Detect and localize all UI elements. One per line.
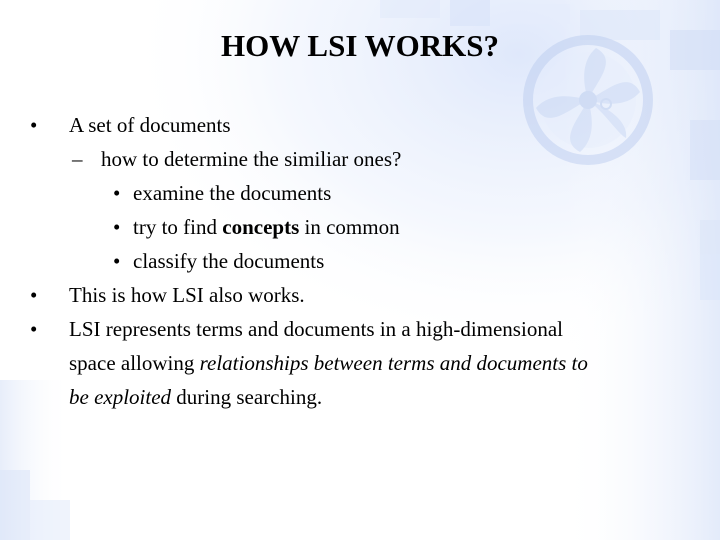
text-run: in common xyxy=(299,215,400,239)
bullet-marker: • xyxy=(113,215,121,239)
bullet-item xyxy=(0,312,720,346)
bullet-continuation xyxy=(0,380,720,414)
slide-content xyxy=(0,108,720,414)
bullet-marker: • xyxy=(113,249,121,273)
bullet-marker: • xyxy=(30,283,38,307)
text-run: during searching. xyxy=(171,385,323,409)
bullet-text: A set of documents xyxy=(69,113,231,137)
bullet-continuation xyxy=(0,346,720,380)
slide-title: HOW LSI WORKS? xyxy=(221,28,499,63)
bullet-item xyxy=(0,278,720,312)
sub-sub-bullet-item xyxy=(0,210,720,244)
sub-sub-bullet-text xyxy=(133,210,400,244)
italic-phrase: be exploited xyxy=(69,385,172,409)
bullet-marker: • xyxy=(113,181,121,205)
sub-sub-bullet-item xyxy=(0,244,720,278)
bullet-text: LSI represents terms and documents in a high-dimensional xyxy=(69,317,563,341)
bullet-marker: • xyxy=(30,113,38,137)
sub-sub-bullet-item xyxy=(0,176,720,210)
bullet-text xyxy=(69,346,588,380)
sub-bullet-item xyxy=(0,142,720,176)
italic-phrase: relationships between terms and documents to xyxy=(199,351,588,375)
sub-sub-bullet-text: examine the documents xyxy=(133,181,332,205)
sub-sub-bullet-text: classify the documents xyxy=(133,249,325,273)
bullet-text xyxy=(69,380,322,414)
bullet-text: This is how LSI also works. xyxy=(69,283,305,307)
text-run: space allowing xyxy=(69,351,200,375)
dash-marker: – xyxy=(72,147,83,171)
bold-term: concepts xyxy=(222,215,300,239)
text-run: try to find xyxy=(133,215,223,239)
bullet-marker: • xyxy=(30,317,38,341)
bullet-item xyxy=(0,108,720,142)
sub-bullet-text: how to determine the similiar ones? xyxy=(101,147,402,171)
